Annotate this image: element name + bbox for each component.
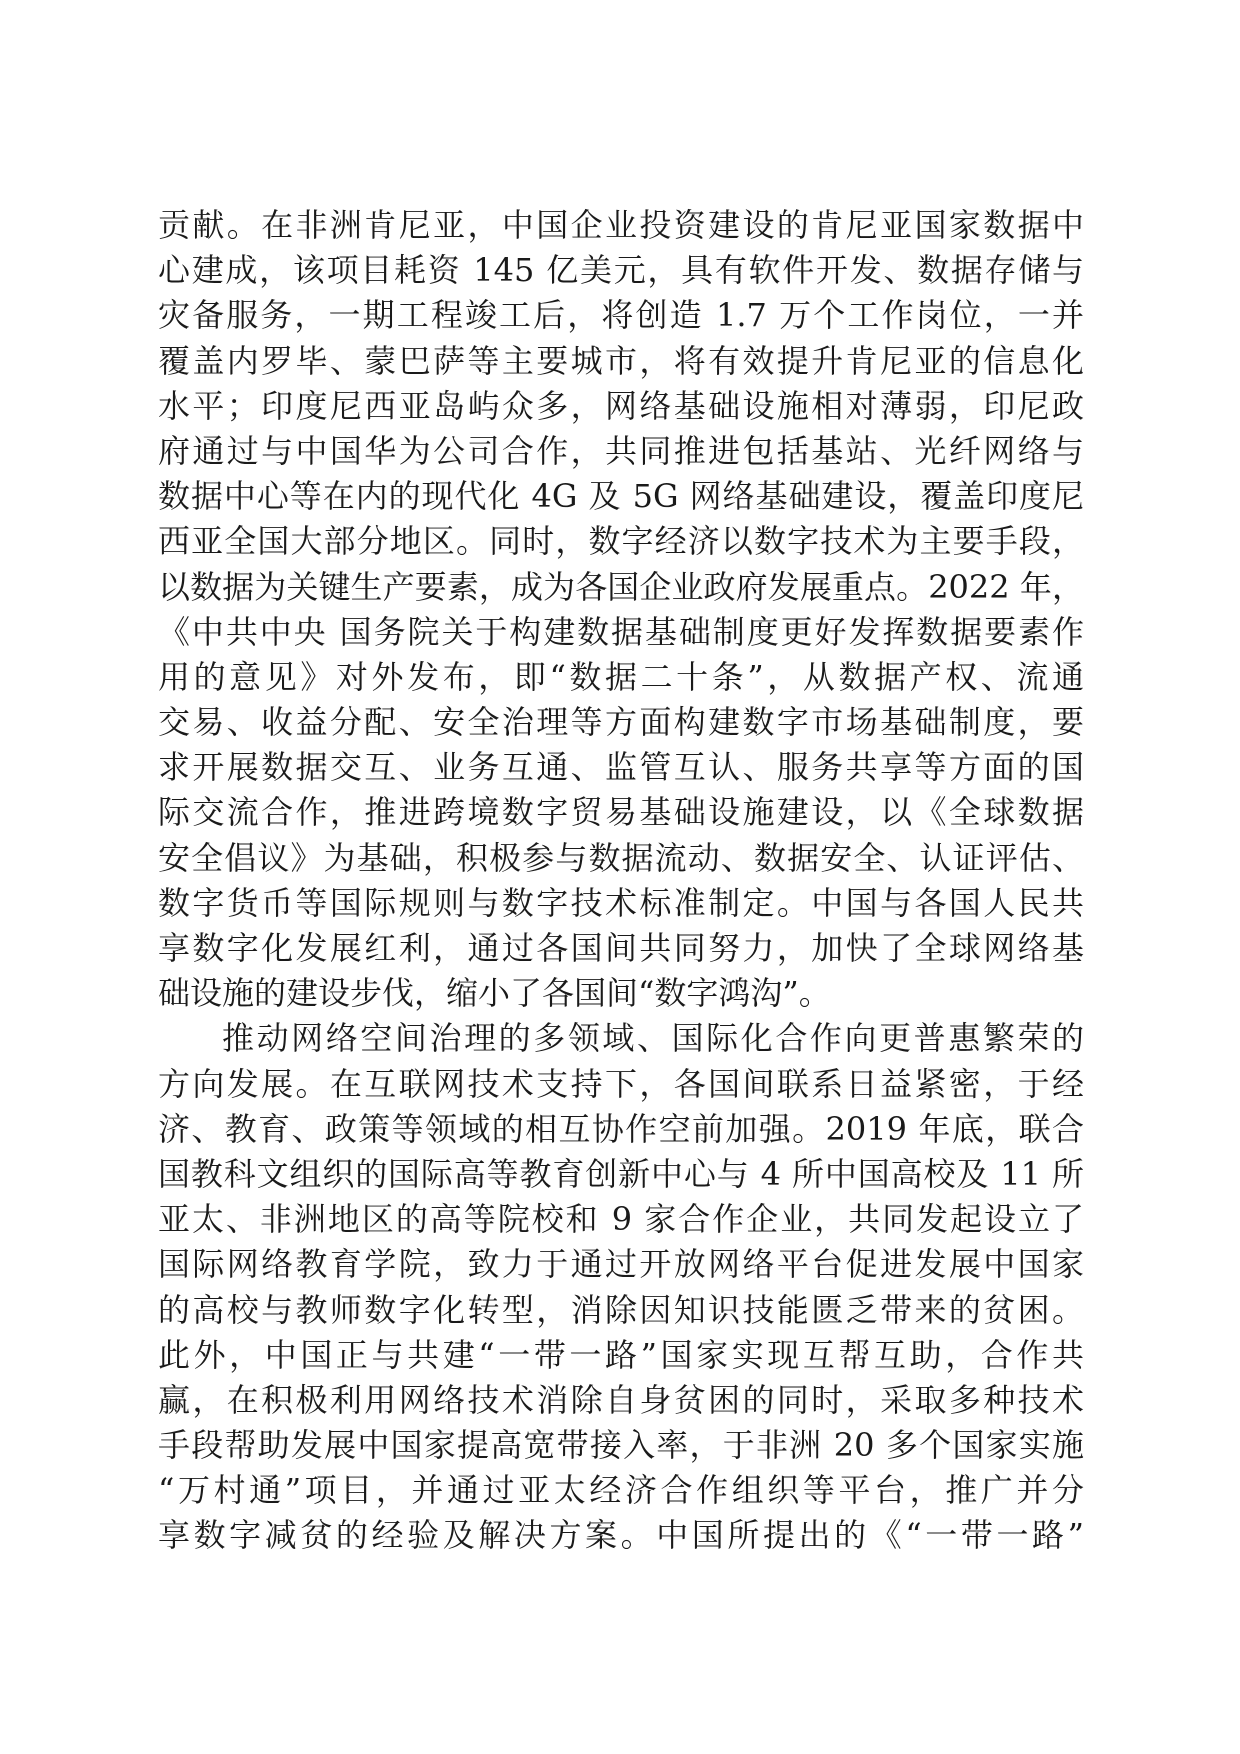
text-line: “万村通”项目，并通过亚太经济合作组织等平台，推广并分 — [158, 1471, 1084, 1510]
text-line: 国教科文组织的国际高等教育创新中心与 4 所中国高校及 11 所 — [158, 1154, 1084, 1193]
document-body — [158, 203, 1084, 1559]
text-line: 灾备服务，一期工程竣工后，将创造 1.7 万个工作岗位，一并 — [158, 296, 1084, 335]
paragraph-2 — [158, 1016, 1084, 1558]
text-line: 享数字化发展红利，通过各国间共同努力，加快了全球网络基 — [158, 929, 1084, 967]
text-line: 安全倡议》为基础，积极参与数据流动、数据安全、认证评估、 — [158, 838, 1084, 877]
text-line: 础设施的建设步伐，缩小了各国间“数字鸿沟”。 — [158, 974, 831, 1013]
text-line: 数据中心等在内的现代化 4G 及 5G 网络基础建设，覆盖印度尼 — [158, 477, 1084, 516]
text-line: 心建成，该项目耗资 145 亿美元，具有软件开发、数据存储与 — [158, 251, 1084, 290]
text-line: 方向发展。在互联网技术支持下，各国间联系日益紧密，于经 — [158, 1064, 1084, 1103]
text-line: 求开展数据交互、业务互通、监管互认、服务共享等方面的国 — [158, 748, 1084, 787]
text-line: 《中共中央 国务院关于构建数据基础制度更好发挥数据要素作 — [158, 612, 1084, 651]
text-line: 手段帮助发展中国家提高宽带接入率，于非洲 20 多个国家实施 — [158, 1426, 1084, 1465]
text-line: 水平；印度尼西亚岛屿众多，网络基础设施相对薄弱，印尼政 — [158, 386, 1084, 425]
text-line: 此外，中国正与共建“一带一路”国家实现互帮互助，合作共 — [158, 1335, 1084, 1374]
text-line: 西亚全国大部分地区。同时，数字经济以数字技术为主要手段， — [158, 522, 1084, 561]
text-line: 贡献。在非洲肯尼亚，中国企业投资建设的肯尼亚国家数据中 — [158, 206, 1084, 244]
text-line: 际交流合作，推进跨境数字贸易基础设施建设，以《全球数据 — [158, 793, 1084, 832]
text-line: 的高校与教师数字化转型，消除因知识技能匮乏带来的贫困。 — [158, 1290, 1084, 1329]
text-line-indented: 推动网络空间治理的多领域、国际化合作向更普惠繁荣的 — [222, 1019, 1084, 1058]
text-line: 亚太、非洲地区的高等院校和 9 家合作企业，共同发起设立了 — [158, 1200, 1084, 1239]
text-line: 覆盖内罗毕、蒙巴萨等主要城市，将有效提升肯尼亚的信息化 — [158, 341, 1084, 380]
paragraph-1 — [158, 203, 1084, 1016]
text-line: 府通过与中国华为公司合作，共同推进包括基站、光纤网络与 — [158, 431, 1084, 470]
text-line: 用的意见》对外发布，即“数据二十条”，从数据产权、流通 — [158, 657, 1084, 696]
text-line: 享数字减贫的经验及解决方案。中国所提出的《“一带一路” — [158, 1516, 1084, 1555]
text-line: 以数据为关键生产要素，成为各国企业政府发展重点。2022 年， — [158, 567, 1084, 606]
text-line: 济、教育、政策等领域的相互协作空前加强。2019 年底，联合 — [158, 1109, 1084, 1148]
text-line: 国际网络教育学院，致力于通过开放网络平台促进发展中国家 — [158, 1245, 1084, 1284]
text-line: 交易、收益分配、安全治理等方面构建数字市场基础制度，要 — [158, 703, 1084, 742]
text-line: 数字货币等国际规则与数字技术标准制定。中国与各国人民共 — [158, 883, 1084, 922]
text-line: 赢，在积极利用网络技术消除自身贫困的同时，采取多种技术 — [158, 1380, 1084, 1419]
